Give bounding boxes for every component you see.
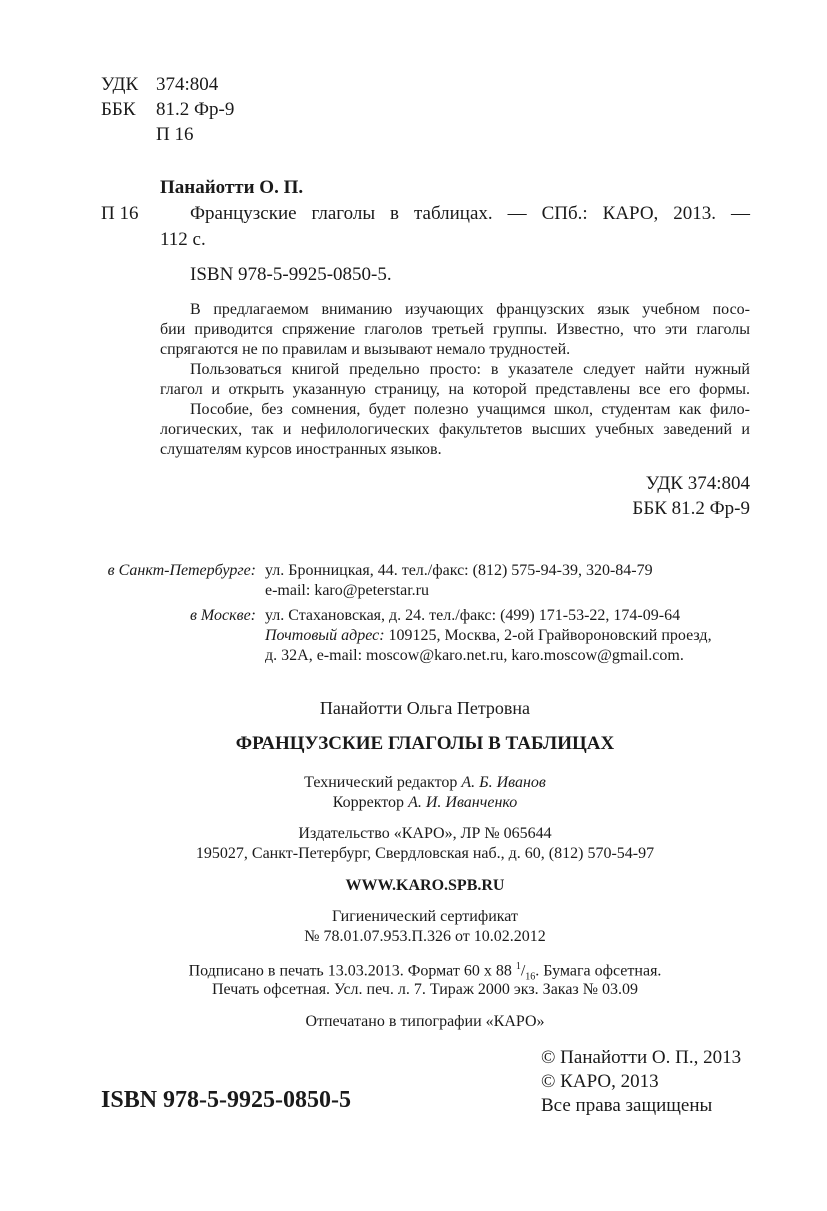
corrector-label: Корректор — [332, 794, 409, 811]
copyright-publisher: © КАРО, 2013 — [541, 1071, 659, 1092]
title-caps: ФРАНЦУЗСКИЕ ГЛАГОЛЫ В ТАБЛИЦАХ — [235, 733, 615, 754]
msk-line2 — [265, 627, 712, 645]
bib-title-line2: 112 с. — [160, 229, 206, 250]
tech-editor-name: А. Б. Иванов — [461, 774, 546, 791]
rights: Все права защищены — [541, 1095, 713, 1116]
bbk-value: 81.2 Фр-9 — [156, 99, 235, 120]
corrector-name: А. И. Иванченко — [408, 794, 518, 811]
bib-mark: П 16 — [101, 203, 139, 224]
msk-line1: ул. Стахановская, д. 24. тел./факс: (499) 171-53-22, 174-09-64 — [265, 607, 681, 624]
print-line1-b: . Бумага офсетная. — [535, 962, 662, 980]
tech-editor-label: Технический редактор — [304, 774, 462, 791]
msk-postal-label: Почтовый адрес: — [265, 627, 385, 644]
copyright-author: © Панайотти О. П., 2013 — [541, 1047, 742, 1068]
annotation-p3-l1: Пособие, без сомнения, будет полезно учащимся школ, студентам как фило- — [190, 401, 750, 418]
publisher-address: 195027, Санкт-Петербург, Свердловская наб., д. 60, (812) 570-54-97 — [195, 845, 655, 862]
printed-at: Отпечатано в типографии «КАРО» — [305, 1013, 545, 1030]
annotation-p3-l2: логических, так и нефилологических факультетов высших учебных заведений и — [160, 421, 750, 438]
spb-label: в Санкт-Петербурге: — [107, 562, 256, 579]
format-num: 1 — [515, 961, 521, 972]
annotation-p3-l3: слушателям курсов иностранных языков. — [160, 441, 442, 458]
publisher: Издательство «КАРО», ЛР № 065644 — [298, 825, 552, 842]
spb-line1: ул. Бронницкая, 44. тел./факс: (812) 575-94-39, 320-84-79 — [265, 562, 653, 579]
annotation-p1-l2: бии приводится спряжение глаголов третьей группы. Известно, что эти глаголы — [160, 321, 750, 338]
isbn-bold: ISBN 978-5-9925-0850-5 — [101, 1087, 351, 1113]
print-line1-a: Подписано в печать 13.03.2013. Формат 60 х 88 — [188, 962, 516, 980]
spb-line2: e-mail: karo@peterstar.ru — [265, 582, 429, 599]
msk-line3: д. 32А, e-mail: moscow@karo.net.ru, karo.moscow@gmail.com. — [265, 647, 684, 664]
cert-number: № 78.01.07.953.П.326 от 10.02.2012 — [304, 928, 546, 945]
bib-author: Панайотти О. П. — [160, 177, 304, 198]
udk-right: УДК 374:804 — [645, 473, 750, 494]
annotation-p2-l1: Пользоваться книгой предельно просто: в указателе следует найти нужный — [190, 361, 750, 378]
format-slash: / — [520, 962, 526, 980]
bbk-right: ББК 81.2 Фр-9 — [632, 498, 750, 519]
print-line1 — [0, 961, 827, 983]
msk-label: в Москве: — [189, 607, 256, 624]
website: WWW.KARO.SPB.RU — [345, 877, 505, 894]
format-den: 16 — [525, 971, 536, 983]
cert-label: Гигиенический сертификат — [332, 908, 518, 925]
author-mark: П 16 — [156, 124, 194, 145]
msk-line2-rest: 109125, Москва, 2-ой Грайвороновский проезд, — [384, 627, 712, 644]
corrector — [0, 794, 827, 812]
bib-title-line1: Французские глаголы в таблицах. — СПб.: КАРО, 2013. — — [190, 203, 750, 224]
print-line2: Печать офсетная. Усл. печ. л. 7. Тираж 2000 экз. Заказ № 03.09 — [211, 981, 639, 998]
udk-value: 374:804 — [156, 74, 219, 95]
author-full: Панайотти Ольга Петровна — [319, 698, 531, 718]
annotation-p1-l3: спрягаются не по правилам и вызывают немало трудностей. — [160, 341, 571, 358]
bib-isbn: ISBN 978-5-9925-0850-5. — [190, 264, 392, 285]
annotation-p1-l1: В предлагаемом вниманию изучающих французских язык учебном посо- — [190, 301, 750, 318]
udk-label: УДК — [101, 74, 139, 95]
tech-editor — [0, 774, 827, 792]
annotation-p2-l2: глагол и открыть указанную страницу, на которой представлены все его формы. — [160, 381, 750, 398]
bbk-label: ББК — [101, 99, 136, 120]
